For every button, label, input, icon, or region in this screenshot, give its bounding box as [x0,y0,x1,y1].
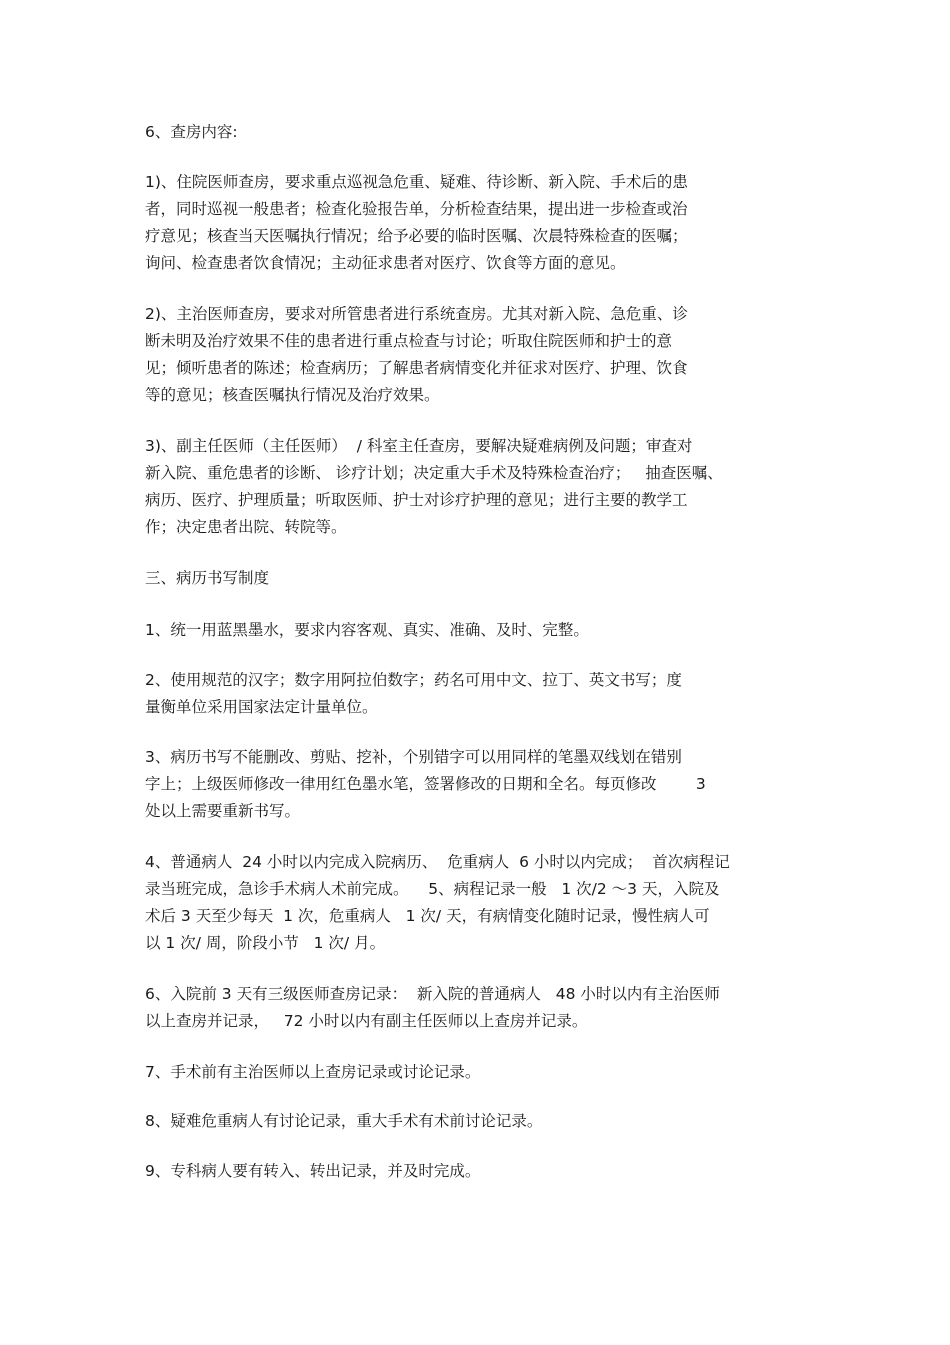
text-line: 术后 3 天至少每天 1 次，危重病人 1 次/ 天，有病情变化随时记录，慢性病人可 [145,907,710,925]
text-line: 量衡单位采用国家法定计量单位。 [145,698,378,716]
text-line: 2)、主治医师查房，要求对所管患者进行系统查房。尤其对新入院、急危重、诊 [145,305,688,323]
text-line: 见；倾听患者的陈述；检查病历；了解患者病情变化并征求对医疗、护理、饮食 [145,359,688,377]
text-line: 录当班完成，急诊手术病人术前完成。 5、病程记录一般 1 次/2 ～3 天，入院及 [145,880,720,898]
section-heading-record-writing: 三、病历书写制度 [145,569,270,587]
text-line: 病历、医疗、护理质量；听取医师、护士对诊疗护理的意见；进行主要的教学工 [145,491,688,509]
text-line: 以 1 次/ 周，阶段小节 1 次/ 月。 [145,934,386,952]
text-line: 者，同时巡视一般患者；检查化验报告单，分析检查结果，提出进一步检查或治 [145,200,688,218]
text-line: 字上；上级医师修改一律用红色墨水笔，签署修改的日期和全名。每页修改 3 [145,775,706,793]
heading-rounds-content: 6、查房内容: [145,123,238,141]
text-line: 3、病历书写不能删改、剪贴、挖补，个别错字可以用同样的笔墨双线划在错别 [145,748,682,766]
text-line: 新入院、重危患者的诊断、 诊疗计划；决定重大手术及特殊检查治疗； 抽查医嘱、 [145,464,723,482]
text-line: 3)、副主任医师（主任医师） / 科室主任查房，要解决疑难病例及问题；审查对 [145,437,693,455]
text-line: 等的意见；核查医嘱执行情况及治疗效果。 [145,386,440,404]
text-line: 询问、检查患者饮食情况；主动征求患者对医疗、饮食等方面的意见。 [145,254,626,272]
text-line: 1)、住院医师查房，要求重点巡视急危重、疑难、待诊断、新入院、手术后的患 [145,173,688,191]
text-line: 7、手术前有主治医师以上查房记录或讨论记录。 [145,1063,481,1081]
text-line: 8、疑难危重病人有讨论记录，重大手术有术前讨论记录。 [145,1112,543,1130]
text-line: 以上查房并记录， 72 小时以内有副主任医师以上查房并记录。 [145,1012,588,1030]
text-line: 2、使用规范的汉字；数字用阿拉伯数字；药名可用中文、拉丁、英文书写；度 [145,671,682,689]
text-line: 9、专科病人要有转入、转出记录，并及时完成。 [145,1162,481,1180]
text-line: 断未明及治疗效果不佳的患者进行重点检查与讨论；听取住院医师和护士的意 [145,332,673,350]
text-line: 作；决定患者出院、转院等。 [145,518,347,536]
text-line: 疗意见；核查当天医嘱执行情况；给予必要的临时医嘱、次晨特殊检查的医嘱； [145,227,688,245]
text-line: 1、统一用蓝黑墨水，要求内容客观、真实、准确、及时、完整。 [145,621,589,639]
text-line: 处以上需要重新书写。 [145,802,301,820]
text-line: 6、入院前 3 天有三级医师查房记录： 新入院的普通病人 48 小时以内有主治医师 [145,985,720,1003]
text-line: 4、普通病人 24 小时以内完成入院病历、 危重病人 6 小时以内完成； 首次病程记 [145,853,730,871]
